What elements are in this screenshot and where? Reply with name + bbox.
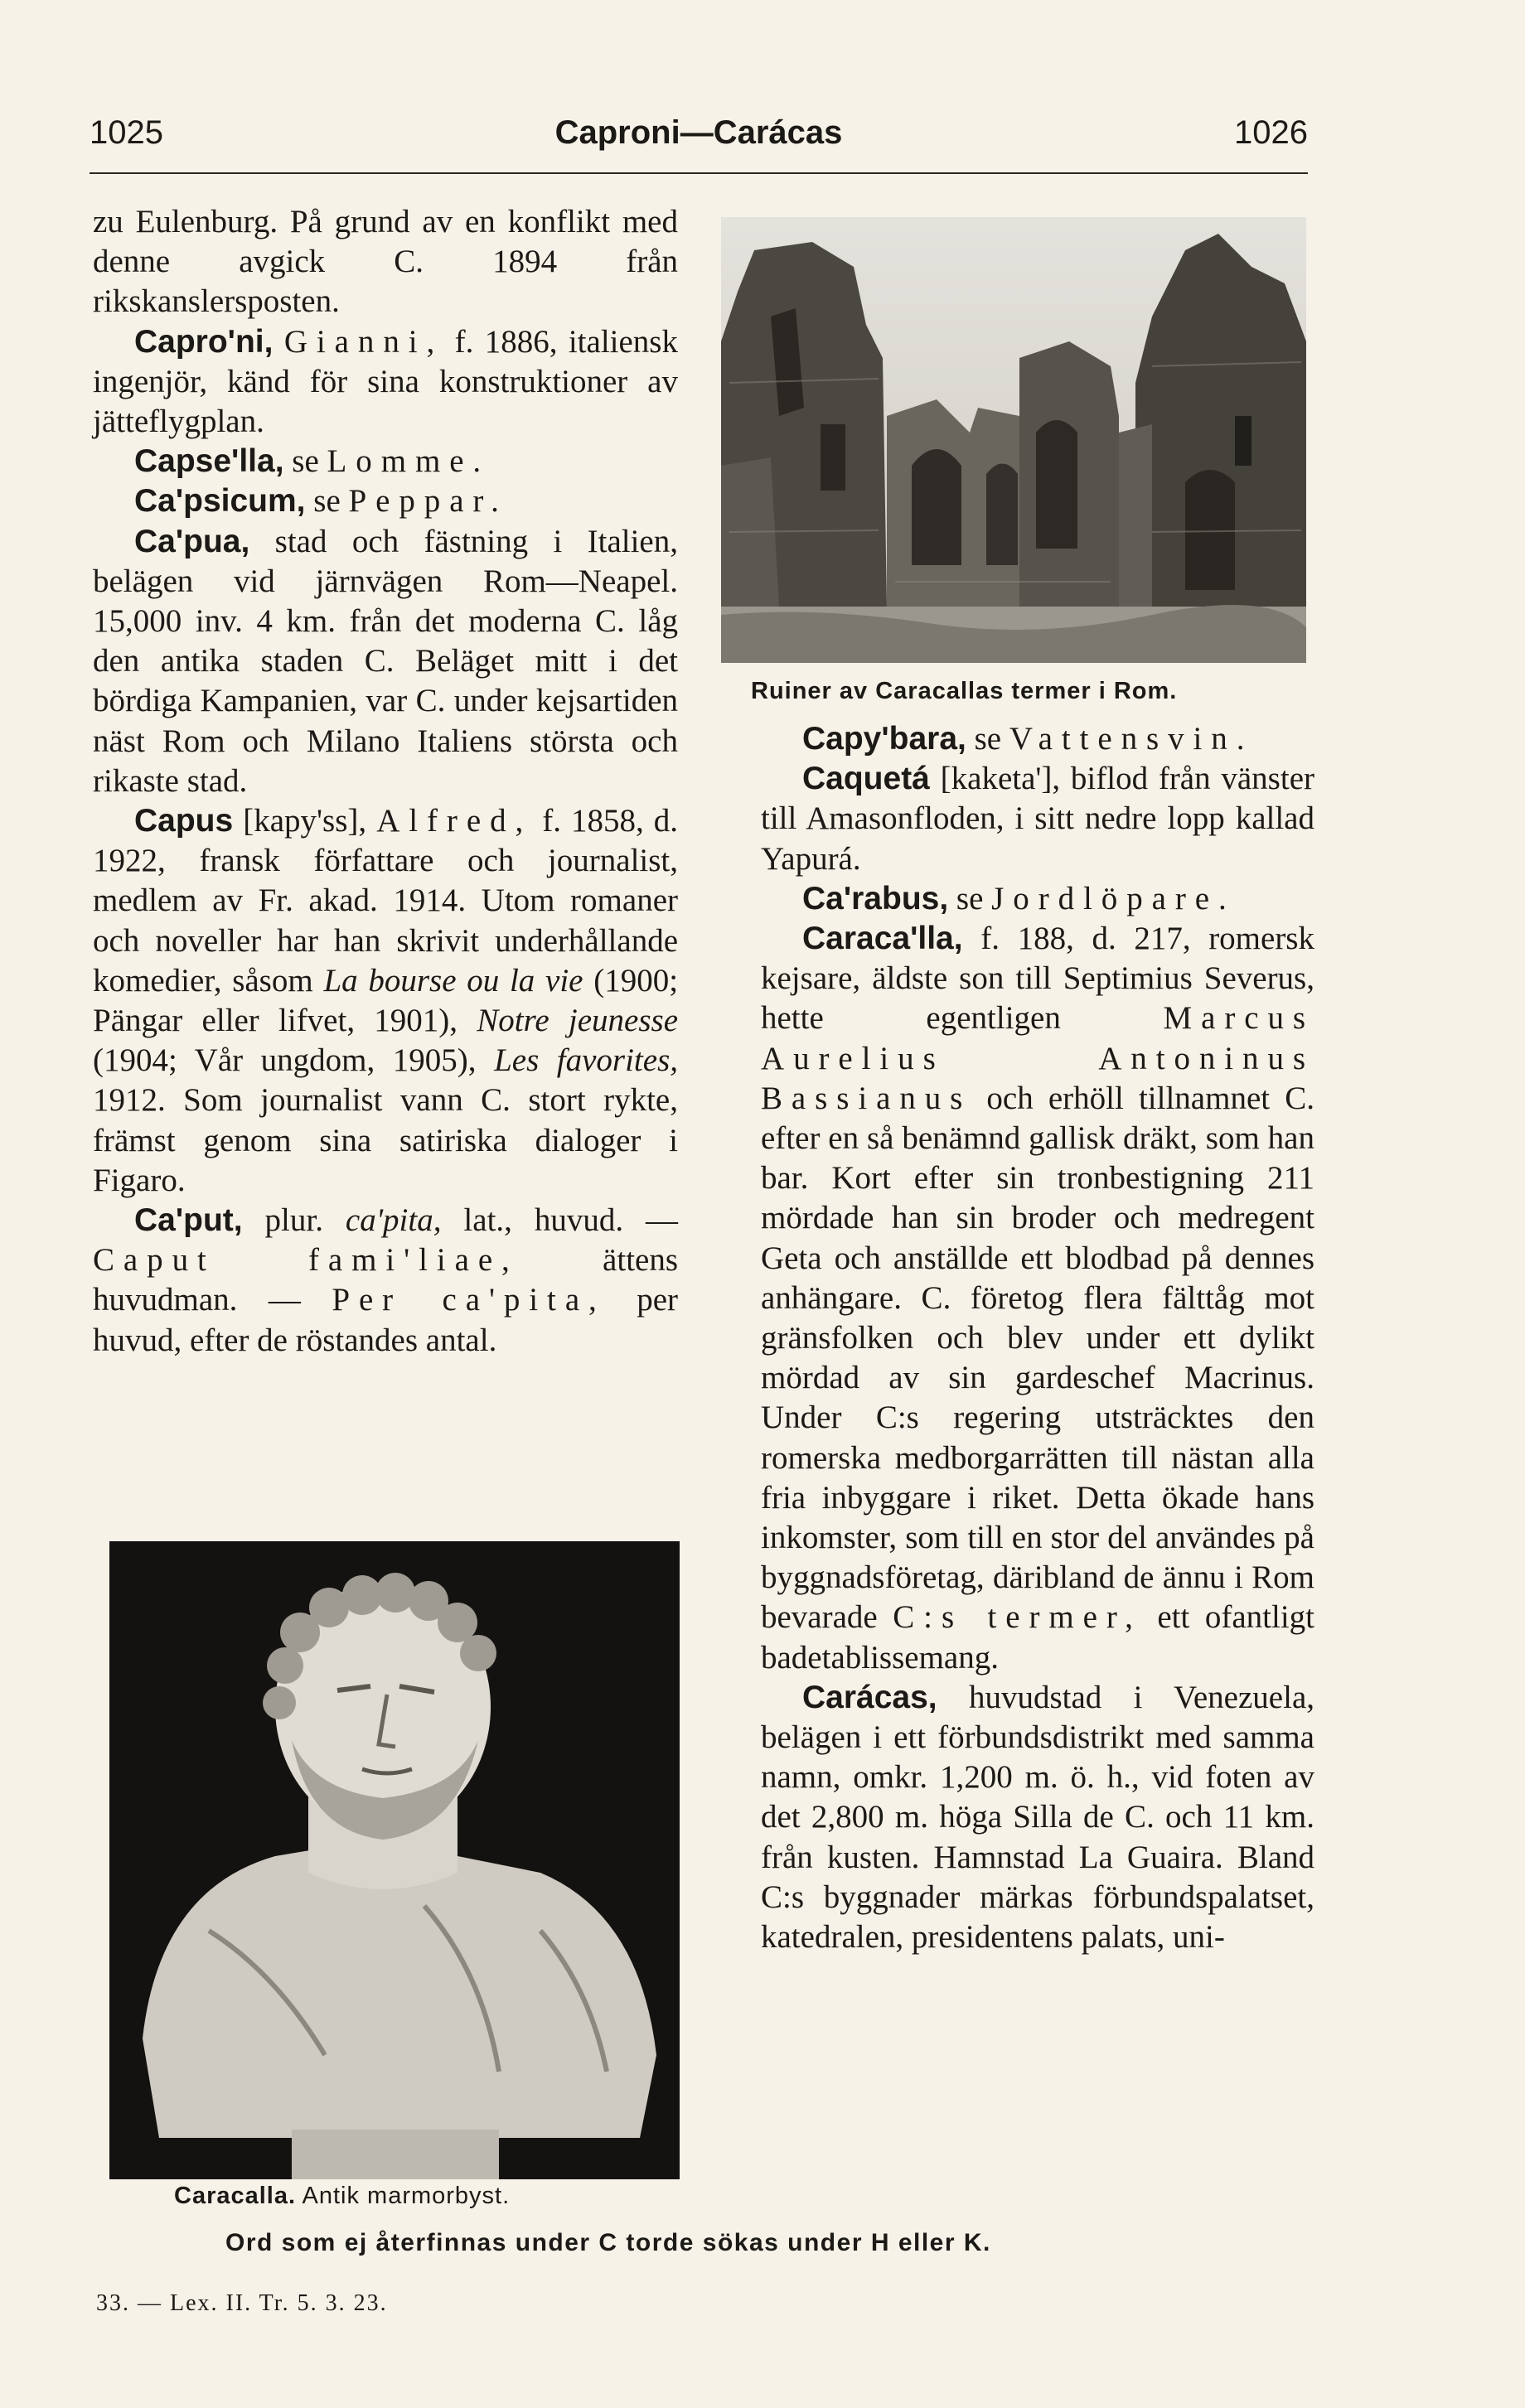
entry-text: (1900; Pängar eller lifvet, 1901), — [93, 962, 679, 1039]
left-page-number: 1025 — [90, 114, 163, 151]
header-rule — [90, 172, 1308, 174]
headword: Ca'pua, — [134, 523, 250, 559]
work-title: Notre jeunesse — [477, 1003, 679, 1039]
entry-text: och erhöll tillnamnet C. efter en så benämnd gallisk dräkt, som han bar. Kort efter sin tronbestigning 211 mördade han sin broder och medregent Geta och anställde ett blodbad på dennes anhängare. C. företog flera fälttåg mot gränsfolken och blev under ett dylikt mördad av sin gardeschef Macrinus. Under C:s regering utsträcktes den romerska medborgarrätten till nästan alla fria inbyggare i riket. Detta ökade hans inkomster, som till en stor del användes på byggnadsföretag, däribland de ännu i Rom bevarade — [761, 1080, 1314, 1636]
see-word: se — [313, 483, 341, 520]
page-title: Caproni—Carácas — [554, 114, 843, 151]
headword: Capse'lla, — [134, 443, 284, 480]
entry-capybara — [761, 719, 1314, 759]
person-name: Alfred, — [376, 803, 533, 839]
headword: Carácas, — [802, 1679, 937, 1715]
headword: Ca'rabus, — [802, 880, 949, 916]
entry-caproni — [93, 322, 678, 442]
entry-text: plur. — [264, 1202, 323, 1239]
entry-capsicum — [93, 481, 678, 521]
plural-form: ca'pita, — [345, 1202, 442, 1239]
entry-caqueta — [761, 759, 1314, 879]
entry-carabus — [761, 879, 1314, 919]
ruins-photo — [721, 217, 1306, 663]
entry-text: [kaketa'], biflod från vänster till Amasonfloden, i sitt nedre lopp kallad Yapurá. — [761, 761, 1314, 877]
bust-caption-name: Caracalla. — [174, 2183, 297, 2209]
headword: Ca'psicum, — [134, 483, 306, 520]
person-name: Gianni, — [283, 323, 444, 360]
entry-text: lat., huvud. — — [463, 1202, 679, 1239]
right-page-number: 1026 — [1234, 114, 1308, 151]
printer-signature: 33. — Lex. II. Tr. 5. 3. 23. — [96, 2290, 388, 2316]
entry-caput — [93, 1201, 678, 1361]
entry-text: stad och fästning i Italien, belägen vid järnvägen Rom—Neapel. 15,000 inv. 4 km. från det moderna C. låg den antika staden C. Beläget mitt i det bördiga Kampanien, var C. under kejsartiden näst Rom och Milano Italiens största och rikaste stad. — [93, 523, 678, 799]
footer-note: Ord som ej återfinnas under C torde sökas under H eller K. — [225, 2229, 991, 2256]
entry-text: 1912. Som journalist vann C. stort rykte, främst genom sina satiriska dialoger i Figaro. — [93, 1082, 678, 1198]
pronunciation: [kapy'ss], — [243, 803, 367, 839]
entry-text: ett ofantligt badetablissemang. — [761, 1599, 1315, 1675]
bust-caption-text: Antik marmorbyst. — [302, 2183, 511, 2209]
cross-reference: Lomme. — [327, 443, 491, 480]
latin-phrase: Per ca'pita, — [332, 1282, 606, 1318]
headword: Caraca'lla, — [802, 921, 963, 957]
left-column — [93, 202, 678, 1361]
continuation-text: zu Eulenburg. På grund av en konflikt med denne avgick C. 1894 från rikskanslersposten. — [93, 204, 678, 320]
entry-text: f. 1858, d. 1922, fransk författare och journalist, medlem av Fr. akad. 1914. Utom romaner och noveller har han skrivit underhållande komedier, såsom — [93, 803, 678, 998]
running-header — [90, 114, 1308, 156]
entry-text: (1904; Vår ungdom, 1905), — [93, 1042, 477, 1079]
entry-capus — [93, 801, 678, 1201]
work-title: La bourse ou la vie — [323, 962, 583, 998]
cross-reference: Jordlöpare. — [991, 880, 1236, 916]
entry-text: ättens huvudman. — — [93, 1242, 679, 1318]
work-title: Les favorites, — [494, 1042, 679, 1079]
headword: Capy'bara, — [802, 721, 966, 757]
entry-text: huvudstad i Venezuela, belägen i ett förbundsdistrikt med samma namn, omkr. 1,200 m. ö. h., vid foten av det 2,800 m. höga Silla de C. och 11 km. från kusten. Hamnstad La Guaira. Bland C:s byggnader märkas förbundspalatset, katedralen, presidentens palats, uni- — [761, 1679, 1314, 1956]
cross-reference: Vattensvin. — [1009, 721, 1254, 757]
entry-caracalla — [761, 919, 1314, 1678]
person-name: Marcus Aurelius Antoninus Bassianus — [761, 1000, 1314, 1116]
ruins-caption: Ruiner av Caracallas termer i Rom. — [751, 678, 1178, 704]
latin-phrase: Caput fami'liae, — [93, 1242, 519, 1279]
entry-capua — [93, 522, 678, 801]
headword: Ca'put, — [134, 1202, 243, 1239]
entry-capsella — [93, 442, 678, 481]
headword: Capus — [134, 803, 234, 839]
entry-text: f. 188, d. 217, romersk kejsare, äldste son till Septimius Severus, hette egentligen — [761, 921, 1314, 1037]
cross-reference: Peppar. — [348, 483, 508, 520]
bust-photo — [109, 1541, 680, 2179]
headword: Caquetá — [802, 761, 930, 797]
bust-caption — [174, 2183, 671, 2210]
entry-caracas — [761, 1678, 1314, 1957]
see-word: se — [956, 880, 984, 916]
see-word: se — [292, 443, 319, 480]
headword: Capro'ni, — [134, 323, 274, 360]
entry-text: f. 1886, italiensk ingenjör, känd för sina konstruktioner av jätteflygplan. — [93, 323, 678, 440]
cross-reference: C:s termer, — [893, 1599, 1142, 1636]
right-column — [761, 719, 1314, 1957]
entry-text: per huvud, efter de röstandes antal. — [93, 1282, 678, 1358]
see-word: se — [974, 721, 1002, 757]
